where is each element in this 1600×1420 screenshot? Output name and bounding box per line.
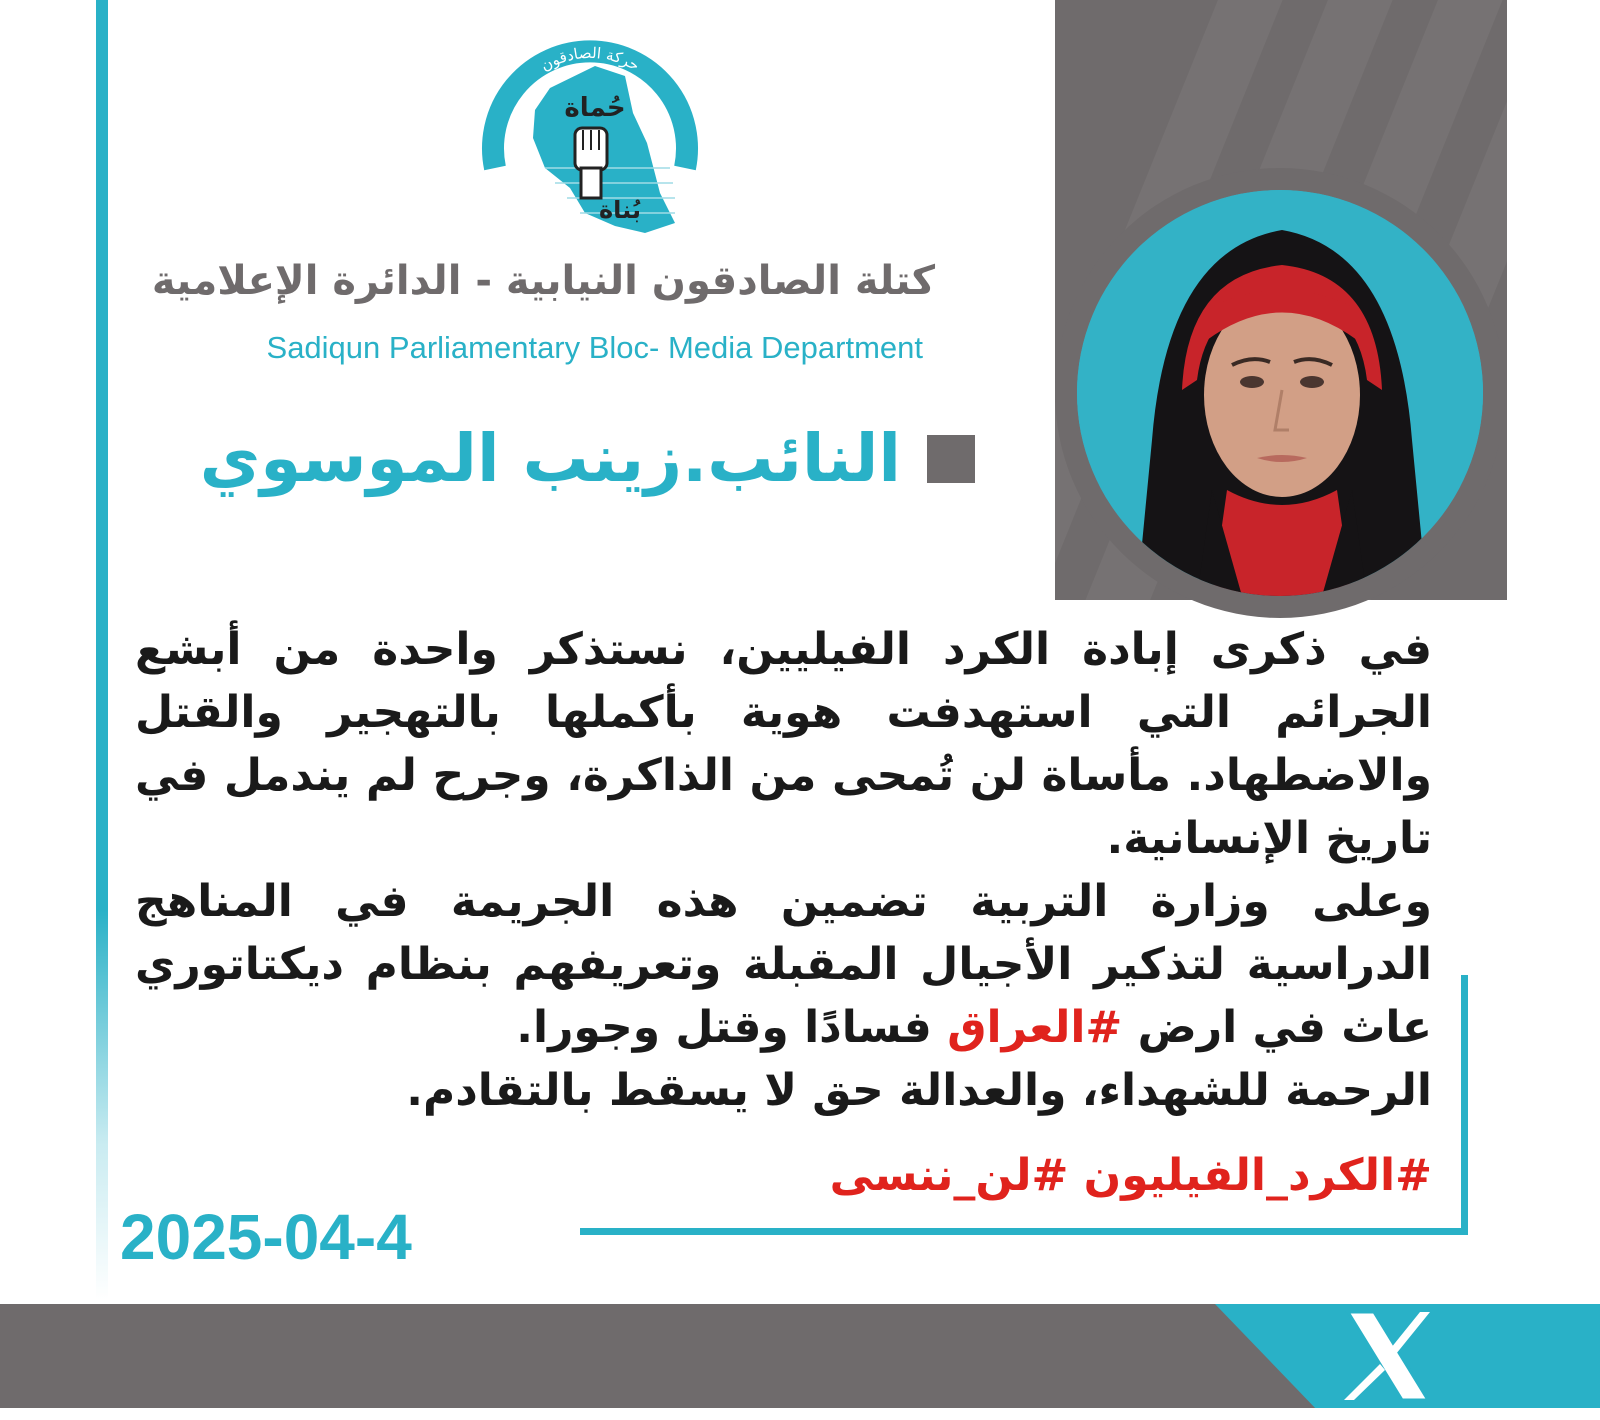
org-title-english: Sadiqun Parliamentary Bloc- Media Department xyxy=(266,330,923,365)
post-date: 2025-04-4 xyxy=(120,1201,412,1273)
bullet-square-icon xyxy=(927,435,975,483)
statement-paragraph-1: في ذكرى إبادة الكرد الفيليين، نستذكر واحدة من أبشع الجرائم التي استهدفت هوية بأكملها بالتهجير والقتل والاضطهاد. مأساة لن تُمحى من الذاكرة، وجرح لم يندمل في تاريخ الإنسانية. xyxy=(135,624,1432,864)
raised-fist-iraq-map-icon xyxy=(475,18,705,248)
statement-paragraph-3: الرحمة للشهداء، والعدالة حق لا يسقط بالتقادم. xyxy=(406,1065,1432,1116)
bottom-strip xyxy=(0,1408,1600,1420)
hashtag-iraq-link[interactable]: #العراق xyxy=(947,1002,1123,1053)
logo-word-top: حُماة xyxy=(564,93,626,123)
statement-paragraph-2 xyxy=(135,870,1432,1059)
portrait-illustration xyxy=(1077,190,1483,596)
speaker-portrait xyxy=(1077,190,1483,596)
statement-paragraph-2-start: وعلى وزارة التربية تضمين هذه الجريمة في المناهج الدراسية لتذكير الأجيال المقبلة وتعريفهم بنظام ديكتاتوري عاث في ارض xyxy=(135,876,1432,1053)
speaker-name-row xyxy=(200,420,975,497)
logo-word-bottom: بُناة xyxy=(599,196,641,224)
statement-paragraph-2-end: فسادًا وقتل وجورا. xyxy=(516,1002,932,1053)
statement-body xyxy=(135,618,1432,1122)
sadiqun-logo xyxy=(475,18,705,248)
org-title-arabic: كتلة الصادقون النيابية - الدائرة الإعلامية xyxy=(151,258,935,304)
x-logo-icon[interactable] xyxy=(1340,1308,1436,1404)
speaker-name: النائب.زينب الموسوي xyxy=(199,420,901,497)
logo-arc-text: حركة الصادقون xyxy=(537,43,643,75)
hashtags-line[interactable]: #الكرد_الفيليون #لن_ننسى xyxy=(829,1150,1432,1201)
left-accent-bar xyxy=(96,0,108,1300)
